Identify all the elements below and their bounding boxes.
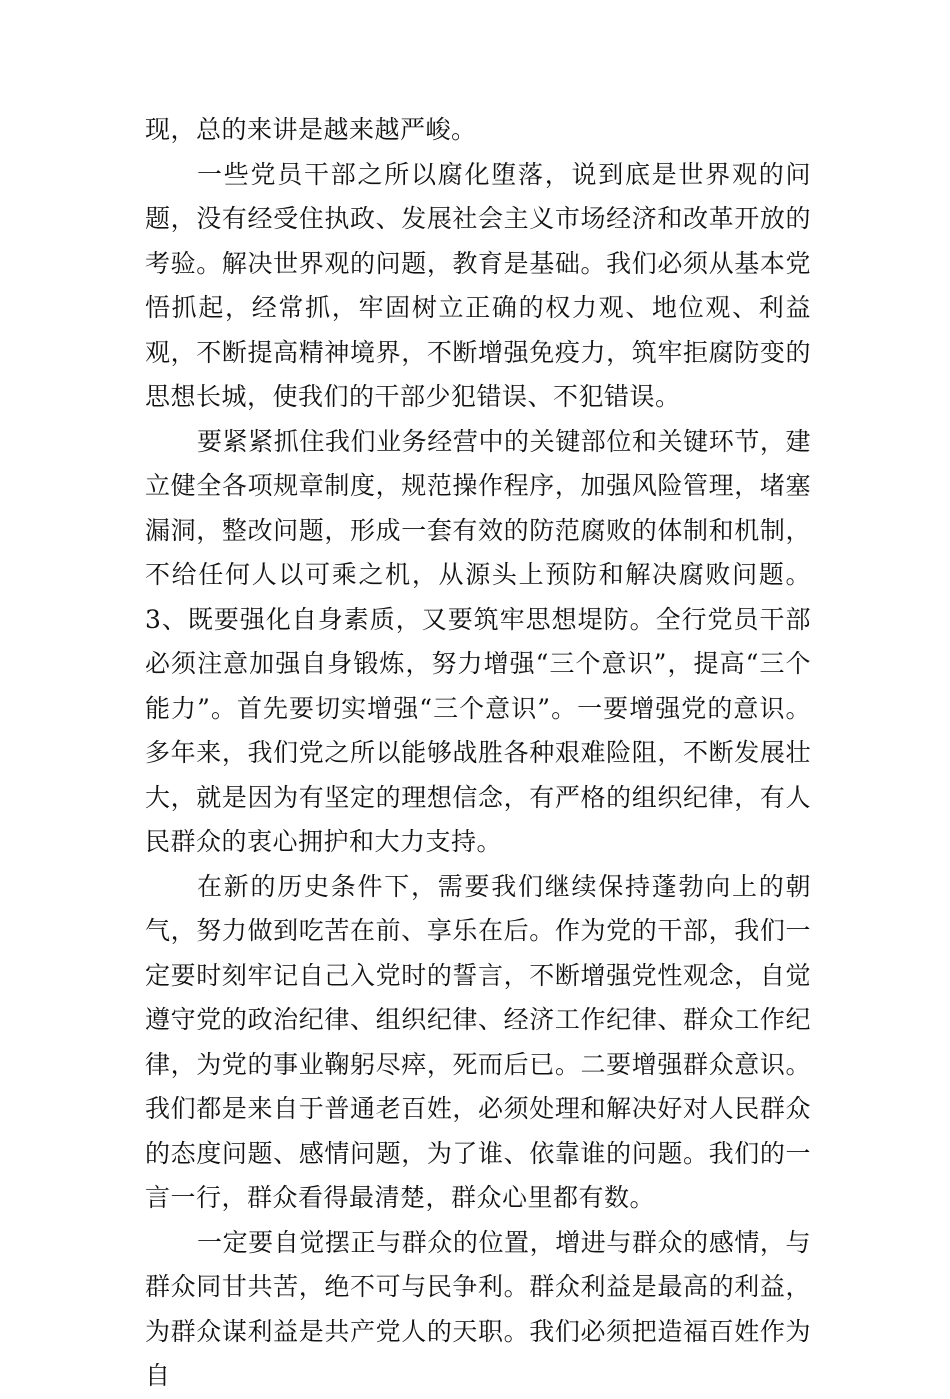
paragraph-new-history: 在新的历史条件下，需要我们继续保持蓬勃向上的朝气，努力做到吃苦在前、享乐在后。作为党的干部，我们一定要时刻牢记自己入党时的誓言，不断增强党性观念，自觉遵守党的政治纪律、组织纪律、经济工作纪律、群众工作纪律，为党的事业鞠躬尽瘁，死而后已。二要增强群众意识。我们都是来自于普通老百姓，必须处理和解决好对人民群众的态度问题、感情问题，为了谁、依靠谁的问题。我们的一言一行，群众看得最清楚，群众心里都有数。: [145, 871, 811, 1212]
paragraph-masses: 一定要自觉摆正与群众的位置，增进与群众的感情，与群众同甘共苦，绝不可与民争利。群众利益是最高的利益，为群众谋利益是共产党人的天职。我们必须把造福百姓作为自: [145, 1227, 811, 1390]
paragraph-continuation: 现，总的来讲是越来越严峻。: [145, 115, 477, 144]
document-body: [145, 108, 811, 1399]
paragraph-key-links: 要紧紧抓住我们业务经营中的关键部位和关键环节，建立健全各项规章制度，规范操作程序，加强风险管理，堵塞漏洞，整改问题，形成一套有效的防范腐败的体制和机制，不给任何人以可乘之机，从源头上预防和解决腐败问题。3、既要强化自身素质，又要筑牢思想堤防。全行党员干部必须注意加强自身锻炼，努力增强“三个意识”，提高“三个能力”。首先要切实增强“三个意识”。一要增强党的意识。多年来，我们党之所以能够战胜各种艰难险阻，不断发展壮大，就是因为有坚定的理想信念，有严格的组织纪律，有人民群众的衷心拥护和大力支持。: [145, 426, 811, 856]
paragraph-worldview: 一些党员干部之所以腐化堕落，说到底是世界观的问题，没有经受住执政、发展社会主义市场经济和改革开放的考验。解决世界观的问题，教育是基础。我们必须从基本党悟抓起，经常抓，牢固树立正确的权力观、地位观、利益观，不断提高精神境界，不断增强免疫力，筑牢拒腐防变的思想长城，使我们的干部少犯错误、不犯错误。: [145, 159, 811, 411]
